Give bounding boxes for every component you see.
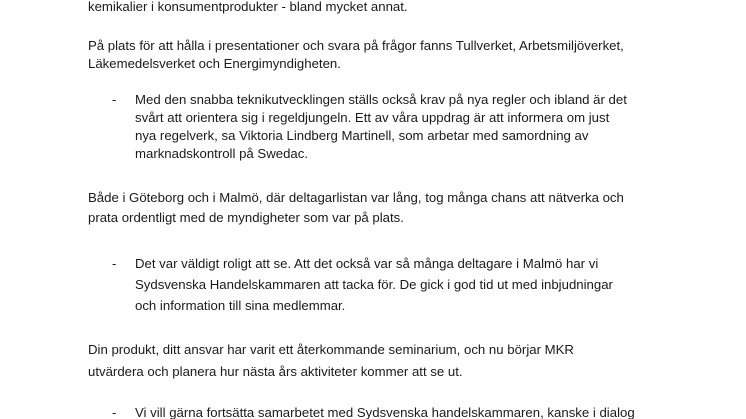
bullet-marker: -	[112, 256, 117, 271]
paragraph-line: Både i Göteborg och i Malmö, där deltagarlistan var lång, tog många chans att nätverka och	[88, 190, 624, 205]
paragraph-line: utvärdera och planera hur nästa års aktiviteter kommer att se ut.	[88, 364, 463, 379]
bullet-line: Det var väldigt roligt att se. Att det också var så många deltagare i Malmö har vi	[135, 256, 599, 271]
paragraph-line: Din produkt, ditt ansvar har varit ett återkommande seminarium, och nu börjar MKR	[88, 342, 574, 357]
paragraph-line: Läkemedelsverket och Energimyndigheten.	[88, 56, 341, 71]
bullet-line: Med den snabba teknikutvecklingen ställs också krav på nya regler och ibland är det	[135, 92, 627, 107]
bullet-line: marknadskontroll på Swedac.	[135, 146, 308, 161]
bullet-line: nya regelverk, sa Viktoria Lindberg Martinell, som arbetar med samordning av	[135, 128, 589, 143]
paragraph-line: På plats för att hålla i presentationer och svara på frågor fanns Tullverket, Arbetsmiljöverket,	[88, 38, 624, 53]
bullet-line: och information till sina medlemmar.	[135, 298, 346, 313]
bullet-line: Vi vill gärna fortsätta samarbetet med Sydsvenska handelskammaren, kanske i dialog	[135, 405, 635, 419]
bullet-line: Sydsvenska Handelskammaren att tacka för. De gick i god tid ut med inbjudningar	[135, 277, 613, 292]
bullet-marker: -	[112, 405, 117, 419]
paragraph-line: prata ordentligt med de myndigheter som var på plats.	[88, 210, 404, 225]
bullet-marker: -	[112, 92, 117, 107]
paragraph-line: kemikalier i konsumentprodukter - bland mycket annat.	[88, 0, 408, 14]
bullet-line: svårt att orientera sig i regeldjungeln. Ett av våra uppdrag är att informera om just	[135, 110, 610, 125]
